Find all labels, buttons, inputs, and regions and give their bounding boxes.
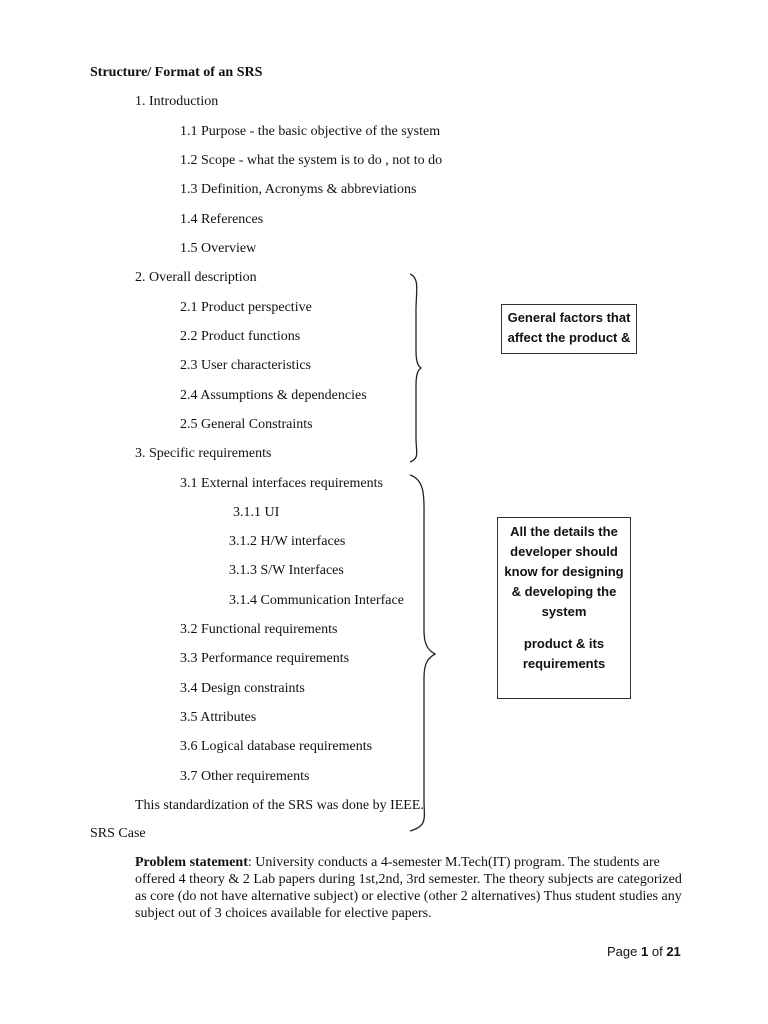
problem-statement-label: Problem statement bbox=[135, 855, 248, 870]
srs-case-heading: SRS Case bbox=[90, 826, 146, 841]
footer-of-word: of bbox=[651, 944, 663, 959]
section-2-5: 2.5 General Constraints bbox=[180, 417, 313, 432]
callout-details-line1: All the details the bbox=[510, 524, 618, 539]
problem-statement-text: : University conducts a 4-semester M.Tech(IT) program. The students are offered 4 theory & 2 Lab papers during 1st,2nd, 3rd semester. The theory subjects are categorized as core (do not have alternative subject) or elective (other 2 alternatives) Thus student studies any subject out of 3 choices available for elective papers. bbox=[135, 855, 682, 921]
section-1-1: 1.1 Purpose - the basic objective of the system bbox=[180, 124, 441, 139]
section-3-1-4: 3.1.4 Communication Interface bbox=[229, 593, 404, 608]
section-3-1-2: 3.1.2 H/W interfaces bbox=[229, 534, 346, 549]
callout-details-line4: & developing the bbox=[511, 584, 617, 599]
footer-page-word: Page bbox=[607, 944, 638, 959]
section-2-2: 2.2 Product functions bbox=[180, 329, 301, 344]
section-2-4: 2.4 Assumptions & dependencies bbox=[180, 388, 367, 403]
section-1: 1. Introduction bbox=[135, 94, 219, 109]
page-footer bbox=[607, 944, 681, 959]
section-2-1: 2.1 Product perspective bbox=[180, 300, 312, 315]
section-3-4: 3.4 Design constraints bbox=[180, 681, 305, 696]
section-3-5: 3.5 Attributes bbox=[180, 710, 257, 725]
section-1-2: 1.2 Scope - what the system is to do , not to do bbox=[180, 153, 443, 168]
section-3-1-3: 3.1.3 S/W Interfaces bbox=[229, 563, 344, 578]
problem-statement-paragraph bbox=[135, 854, 695, 922]
footer-current-page: 1 bbox=[641, 944, 649, 959]
section-3: 3. Specific requirements bbox=[135, 446, 272, 461]
callout-details bbox=[497, 517, 631, 699]
standardization-note: This standardization of the SRS was done by IEEE. bbox=[135, 798, 424, 813]
section-2: 2. Overall description bbox=[135, 270, 257, 285]
callout-general-factors bbox=[501, 304, 637, 354]
section-3-3: 3.3 Performance requirements bbox=[180, 651, 350, 666]
callout-general-line2: affect the product & bbox=[507, 330, 631, 345]
section-3-2: 3.2 Functional requirements bbox=[180, 622, 338, 637]
section-2-3: 2.3 User characteristics bbox=[180, 358, 311, 373]
page-title: Structure/ Format of an SRS bbox=[90, 65, 263, 80]
section-3-1: 3.1 External interfaces requirements bbox=[180, 476, 383, 491]
callout-details-line7: requirements bbox=[522, 656, 606, 671]
callout-details-line5: system bbox=[541, 604, 587, 619]
section-3-1-1: 3.1.1 UI bbox=[233, 505, 280, 520]
callout-details-line6: product & its bbox=[523, 636, 605, 651]
callout-general-line1: General factors that bbox=[507, 310, 631, 325]
section-1-5: 1.5 Overview bbox=[180, 241, 257, 256]
callout-details-line2: developer should bbox=[510, 544, 618, 559]
section-1-3: 1.3 Definition, Acronyms & abbreviations bbox=[180, 182, 417, 197]
brace-specific-requirements bbox=[410, 475, 435, 831]
callout-details-line3: know for designing bbox=[504, 564, 624, 579]
section-1-4: 1.4 References bbox=[180, 212, 264, 227]
footer-total-pages: 21 bbox=[666, 944, 681, 959]
section-3-7: 3.7 Other requirements bbox=[180, 769, 310, 784]
brace-overall-description bbox=[410, 274, 421, 462]
section-3-6: 3.6 Logical database requirements bbox=[180, 739, 373, 754]
